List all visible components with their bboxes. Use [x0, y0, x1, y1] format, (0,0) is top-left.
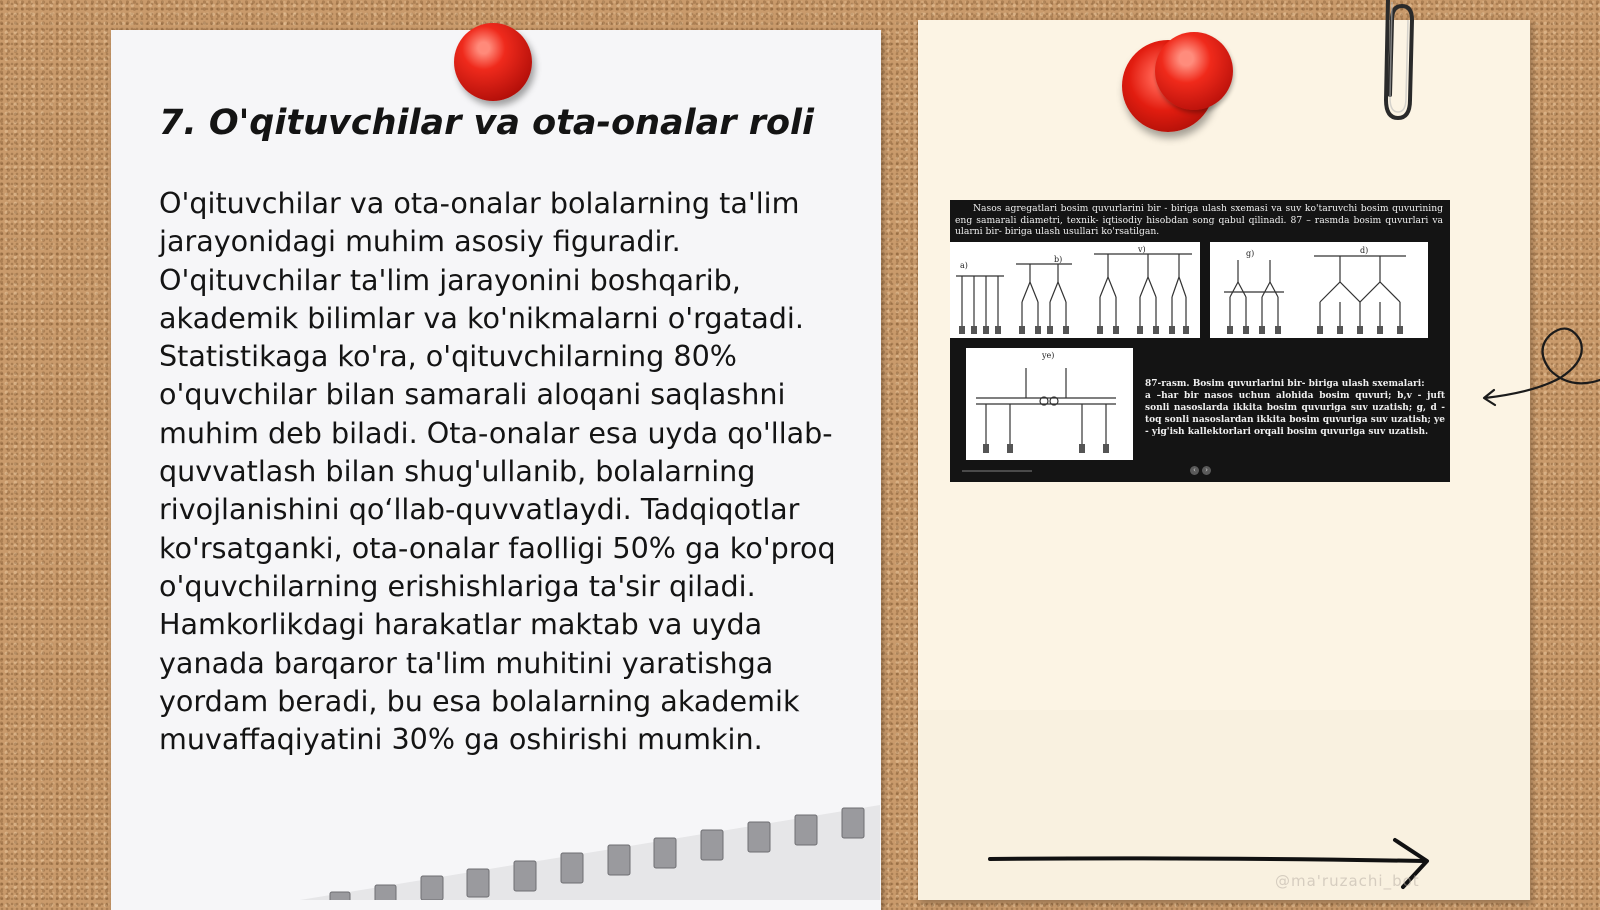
nav-next-icon: › [1202, 466, 1211, 475]
curly-arrow-icon [1480, 310, 1600, 410]
watermark-text: @ma'ruzachi_bot [1275, 872, 1420, 890]
figure-footer-line [962, 470, 1032, 472]
diagram-panel-ye [966, 348, 1133, 460]
figure-caption-body: a –har bir nasos uchun alohida bosim quvuri; b,v - juft sonli nasoslarda ikkita bosim quvuriga suv uzatish; g, d - toq sonli nasoslardan ikkita bosim quvuriga suv uzatish; ye - yig'ish kallektorlari orqali bosim quvuriga suv uzatish. [1145, 391, 1445, 437]
diagram-panel-a-b-v [950, 242, 1200, 338]
figure-nav [1190, 466, 1214, 476]
slide-body-text: O'qituvchilar va ota-onalar bolalarning ta'lim jarayonidagi muhim asosiy figuradir. O'qituvchilar ta'lim jarayonini boshqarib, akademik bilimlar va ko'nikmalarni o'rgatadi. Statistikaga ko'ra, o'qituvchilarning 80% o'quvchilar bilan samarali aloqani saqlashni muhim deb biladi. Ota-onalar esa uyda qo'llab-quvvatlash bilan shug'ullanib, bolalarning rivojlanishini qo‘llab-quvvatlaydi. Tadqiqotlar ko'rsatganki, ota-onalar faolligi 50% ga ko'proq o'quvchilarning erishishlariga ta'sir qiladi. Hamkorlikdagi harakatlar maktab va uyda yanada barqaror ta'lim muhitini yaratishga yordam beradi, bu esa bolalarning akademik muvaffaqiyatini 30% ga oshirishi mumkin. [159, 186, 836, 757]
pump-pipe-diagram-figure [950, 200, 1450, 482]
diagram-panel-g-d [1210, 242, 1428, 338]
slide-title: 7. O'qituvchilar va ota-onalar roli [159, 103, 815, 143]
figure-intro-text: Nasos agregatlari bosim quvurlarini bir - biriga ulash sxemasi va suv ko'taruvchi bosim quvurining eng samarali diametri, texnik- iqtisodiy hisobdan song qabul qilinadi. 87 – rasmda bosim quvurlari va ularni bir- biriga ulash usullari ko'rsatilgan. [955, 203, 1443, 237]
panel-label-b: b) [1054, 255, 1063, 264]
figure-caption-title: 87-rasm. Bosim quvurlarini bir- biriga ulash sxemalari: [1145, 379, 1425, 389]
figure-caption [1145, 378, 1445, 438]
panel-label-ye: ye) [1042, 351, 1055, 360]
nav-prev-icon: ‹ [1190, 466, 1199, 475]
panel-label-g: g) [1246, 249, 1255, 258]
push-pin-icon [1155, 32, 1233, 110]
panel-label-d: d) [1360, 246, 1369, 255]
panel-label-v: v) [1138, 245, 1146, 254]
left-note-paper [111, 30, 881, 910]
paper-clip-icon [1370, 0, 1420, 130]
push-pin-icon [454, 23, 532, 101]
panel-label-a: a) [960, 261, 968, 270]
